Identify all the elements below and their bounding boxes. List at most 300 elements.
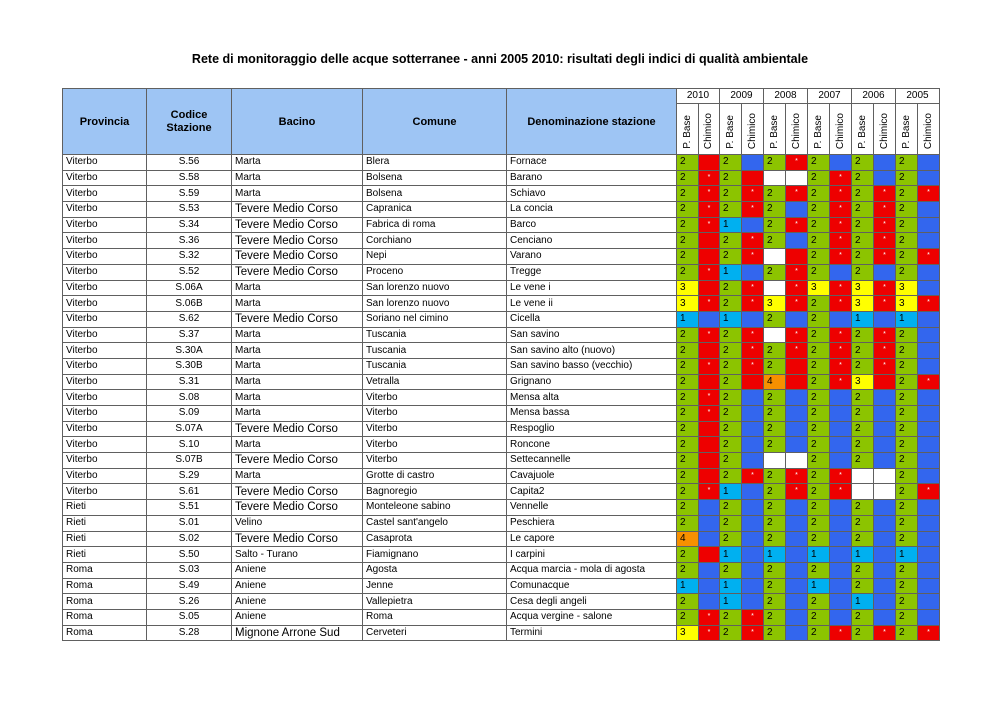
cell-chimico [918,437,940,453]
cell-comune: San lorenzo nuovo [363,296,507,312]
cell-bacino: Tevere Medio Corso [232,233,363,249]
cell-chimico [699,500,720,516]
cell-p-base: 2 [896,202,918,218]
cell-chimico [786,437,808,453]
cell-codice: S.09 [147,406,232,422]
cell-codice: S.08 [147,390,232,406]
cell-chimico: * [918,249,940,265]
cell-codice: S.32 [147,249,232,265]
cell-chimico [786,390,808,406]
cell-chimico: * [830,327,852,343]
cell-p-base: 2 [677,515,699,531]
cell-chimico [830,562,852,578]
cell-comune: Corchiano [363,233,507,249]
cell-p-base: 2 [764,390,786,406]
cell-provincia: Viterbo [63,374,147,390]
cell-provincia: Viterbo [63,311,147,327]
cell-chimico [918,515,940,531]
cell-p-base: 2 [896,358,918,374]
cell-p-base: 2 [677,343,699,359]
cell-bacino: Aniene [232,562,363,578]
cell-chimico: * [742,327,764,343]
cell-p-base: 3 [764,296,786,312]
cell-p-base: 2 [808,609,830,625]
cell-comune: Proceno [363,264,507,280]
cell-chimico: * [786,186,808,202]
cell-chimico [830,406,852,422]
cell-chimico [918,327,940,343]
cell-p-base: 2 [808,343,830,359]
cell-p-base [852,484,874,500]
cell-p-base: 2 [808,453,830,469]
header-p-base [852,104,874,155]
cell-chimico: * [699,625,720,641]
cell-denominazione: Mensa alta [507,390,677,406]
cell-p-base: 2 [808,406,830,422]
cell-p-base: 2 [896,468,918,484]
cell-provincia: Rieti [63,531,147,547]
cell-chimico [742,515,764,531]
cell-denominazione: Barco [507,217,677,233]
header-year: 2009 [720,89,764,104]
cell-chimico [874,155,896,171]
cell-provincia: Viterbo [63,484,147,500]
cell-comune: Casaprota [363,531,507,547]
cell-p-base: 2 [808,155,830,171]
table-row [63,562,940,578]
cell-p-base: 2 [808,594,830,610]
header-year: 2008 [764,89,808,104]
cell-p-base [764,453,786,469]
cell-provincia: Viterbo [63,155,147,171]
cell-denominazione: Schiavo [507,186,677,202]
cell-chimico [699,233,720,249]
cell-p-base: 2 [677,233,699,249]
cell-p-base: 2 [764,406,786,422]
cell-chimico: * [742,358,764,374]
cell-bacino: Marta [232,327,363,343]
cell-comune: Agosta [363,562,507,578]
header-year: 2005 [896,89,940,104]
cell-codice: S.31 [147,374,232,390]
cell-chimico [699,249,720,265]
header-chimico [874,104,896,155]
cell-p-base: 2 [677,453,699,469]
cell-comune: Bagnoregio [363,484,507,500]
cell-bacino: Tevere Medio Corso [232,484,363,500]
cell-p-base: 2 [852,202,874,218]
cell-chimico [874,437,896,453]
cell-p-base: 2 [720,625,742,641]
cell-chimico [742,406,764,422]
cell-bacino: Tevere Medio Corso [232,531,363,547]
cell-chimico: * [874,343,896,359]
cell-p-base: 2 [764,358,786,374]
cell-p-base: 2 [764,233,786,249]
cell-chimico [874,515,896,531]
cell-p-base: 3 [677,625,699,641]
cell-codice: S.28 [147,625,232,641]
cell-chimico [874,170,896,186]
cell-p-base: 2 [677,249,699,265]
cell-p-base: 2 [852,406,874,422]
cell-chimico: * [918,186,940,202]
cell-p-base: 2 [896,264,918,280]
cell-chimico: * [699,358,720,374]
cell-p-base: 2 [720,249,742,265]
cell-p-base [764,170,786,186]
cell-codice: S.36 [147,233,232,249]
cell-codice: S.07B [147,453,232,469]
table-row [63,406,940,422]
quality-table [62,88,940,641]
cell-p-base: 1 [852,594,874,610]
cell-p-base: 2 [720,202,742,218]
table-row [63,594,940,610]
cell-p-base: 2 [896,186,918,202]
cell-p-base: 2 [677,155,699,171]
header-p-base-label: P. Base [724,115,736,149]
cell-chimico: * [830,217,852,233]
table-row [63,625,940,641]
cell-chimico [699,468,720,484]
cell-p-base: 3 [852,296,874,312]
table-row [63,437,940,453]
cell-p-base: 1 [677,578,699,594]
cell-chimico: * [699,327,720,343]
cell-chimico: * [786,296,808,312]
header-chimico [918,104,940,155]
cell-p-base: 2 [808,358,830,374]
cell-codice: S.61 [147,484,232,500]
cell-codice: S.56 [147,155,232,171]
cell-p-base: 2 [896,531,918,547]
cell-p-base: 2 [720,500,742,516]
cell-chimico [786,311,808,327]
cell-denominazione: Cavajuole [507,468,677,484]
cell-chimico [742,578,764,594]
cell-chimico: * [742,249,764,265]
cell-chimico [918,343,940,359]
cell-chimico [918,453,940,469]
cell-chimico [786,249,808,265]
cell-comune: Capranica [363,202,507,218]
cell-chimico [699,280,720,296]
cell-denominazione: San savino [507,327,677,343]
cell-p-base: 2 [764,625,786,641]
cell-provincia: Viterbo [63,453,147,469]
cell-comune: Viterbo [363,453,507,469]
cell-bacino: Marta [232,186,363,202]
table-row [63,500,940,516]
cell-p-base: 2 [764,437,786,453]
header-p-base [896,104,918,155]
cell-comune: Fiamignano [363,547,507,563]
cell-provincia: Viterbo [63,358,147,374]
cell-p-base: 2 [852,249,874,265]
cell-p-base: 1 [720,547,742,563]
cell-codice: S.29 [147,468,232,484]
cell-p-base: 2 [808,202,830,218]
cell-chimico [742,562,764,578]
cell-p-base: 2 [852,578,874,594]
cell-p-base: 1 [808,547,830,563]
cell-p-base: 2 [852,437,874,453]
cell-p-base: 4 [764,374,786,390]
cell-chimico [830,311,852,327]
cell-p-base: 2 [677,500,699,516]
cell-p-base: 2 [720,374,742,390]
cell-bacino: Marta [232,406,363,422]
cell-chimico [918,500,940,516]
cell-denominazione: La concia [507,202,677,218]
cell-chimico [874,421,896,437]
cell-chimico [786,609,808,625]
cell-chimico: * [786,155,808,171]
header-p-base [677,104,699,155]
cell-p-base [764,249,786,265]
cell-codice: S.51 [147,500,232,516]
cell-chimico [874,594,896,610]
cell-p-base: 2 [720,390,742,406]
header-comune: Comune [363,89,507,155]
cell-comune: Tuscania [363,327,507,343]
cell-denominazione: Fornace [507,155,677,171]
table-row [63,609,940,625]
cell-chimico [786,578,808,594]
cell-chimico: * [830,186,852,202]
cell-p-base: 2 [896,437,918,453]
cell-chimico: * [786,217,808,233]
cell-provincia: Roma [63,625,147,641]
cell-p-base: 2 [677,421,699,437]
cell-p-base: 4 [677,531,699,547]
cell-chimico: * [742,202,764,218]
cell-chimico [699,155,720,171]
cell-p-base: 2 [764,578,786,594]
cell-p-base: 2 [808,233,830,249]
cell-chimico [830,594,852,610]
cell-codice: S.07A [147,421,232,437]
header-chimico [786,104,808,155]
cell-p-base: 2 [896,155,918,171]
cell-denominazione: Roncone [507,437,677,453]
cell-chimico [874,468,896,484]
cell-codice: S.10 [147,437,232,453]
cell-chimico [830,531,852,547]
header-bacino: Bacino [232,89,363,155]
cell-comune: Viterbo [363,421,507,437]
cell-comune: Grotte di castro [363,468,507,484]
cell-p-base: 2 [808,327,830,343]
cell-p-base: 2 [764,421,786,437]
cell-p-base: 2 [808,562,830,578]
cell-chimico: * [830,358,852,374]
cell-chimico [918,578,940,594]
cell-p-base: 3 [852,374,874,390]
cell-provincia: Viterbo [63,468,147,484]
cell-chimico: * [918,296,940,312]
cell-provincia: Viterbo [63,390,147,406]
cell-provincia: Viterbo [63,406,147,422]
cell-p-base: 1 [896,311,918,327]
cell-p-base: 2 [896,625,918,641]
cell-p-base [852,468,874,484]
cell-provincia: Viterbo [63,264,147,280]
cell-chimico: * [830,343,852,359]
cell-chimico [918,155,940,171]
cell-p-base [764,327,786,343]
cell-chimico: * [699,217,720,233]
cell-chimico [874,453,896,469]
cell-p-base: 2 [896,484,918,500]
cell-bacino: Marta [232,296,363,312]
cell-p-base: 2 [764,343,786,359]
cell-chimico [699,594,720,610]
cell-p-base: 2 [896,374,918,390]
cell-p-base: 2 [677,562,699,578]
cell-p-base: 2 [896,390,918,406]
table-row [63,217,940,233]
cell-p-base: 1 [720,311,742,327]
cell-p-base: 2 [808,186,830,202]
cell-p-base: 2 [720,296,742,312]
cell-p-base: 2 [764,217,786,233]
cell-chimico [699,374,720,390]
cell-chimico: * [874,625,896,641]
cell-chimico [830,547,852,563]
cell-chimico [874,311,896,327]
cell-p-base: 2 [896,515,918,531]
cell-p-base: 2 [720,186,742,202]
cell-chimico [699,437,720,453]
cell-p-base: 2 [677,484,699,500]
cell-chimico: * [874,202,896,218]
cell-p-base: 2 [764,484,786,500]
cell-p-base: 2 [720,515,742,531]
cell-p-base: 3 [852,280,874,296]
cell-codice: S.50 [147,547,232,563]
cell-p-base: 2 [808,515,830,531]
cell-bacino: Tevere Medio Corso [232,202,363,218]
cell-provincia: Roma [63,578,147,594]
cell-bacino: Marta [232,437,363,453]
table-row [63,358,940,374]
cell-p-base: 2 [896,500,918,516]
cell-provincia: Viterbo [63,217,147,233]
cell-bacino: Velino [232,515,363,531]
cell-comune: Jenne [363,578,507,594]
cell-chimico: * [699,406,720,422]
header-chimico-label: Chimico [878,112,890,149]
cell-p-base: 2 [764,562,786,578]
cell-comune: Nepi [363,249,507,265]
cell-chimico: * [742,280,764,296]
cell-denominazione: Varano [507,249,677,265]
cell-p-base: 2 [808,484,830,500]
cell-denominazione: Comunacque [507,578,677,594]
cell-p-base: 2 [677,437,699,453]
cell-p-base: 2 [720,562,742,578]
table-body [63,155,940,641]
cell-codice: S.03 [147,562,232,578]
cell-comune: Cerveteri [363,625,507,641]
cell-chimico: * [699,484,720,500]
cell-p-base: 2 [720,280,742,296]
cell-chimico [918,358,940,374]
cell-provincia: Viterbo [63,343,147,359]
cell-comune: Blera [363,155,507,171]
header-chimico-label: Chimico [834,112,846,149]
table-row [63,421,940,437]
header-provincia: Provincia [63,89,147,155]
cell-bacino: Marta [232,468,363,484]
cell-chimico [786,594,808,610]
table-row [63,249,940,265]
header-chimico-label: Chimico [703,112,714,149]
cell-codice: S.02 [147,531,232,547]
cell-chimico [786,406,808,422]
cell-chimico [786,233,808,249]
cell-denominazione: Cicella [507,311,677,327]
cell-codice: S.58 [147,170,232,186]
cell-chimico: * [699,202,720,218]
cell-bacino: Aniene [232,594,363,610]
cell-provincia: Viterbo [63,249,147,265]
cell-p-base: 2 [852,531,874,547]
cell-p-base: 2 [677,594,699,610]
cell-p-base: 2 [808,374,830,390]
cell-p-base: 2 [720,437,742,453]
cell-chimico [742,500,764,516]
cell-p-base: 2 [808,468,830,484]
cell-p-base: 2 [808,390,830,406]
cell-p-base: 2 [852,343,874,359]
cell-p-base: 2 [720,421,742,437]
cell-p-base: 2 [852,500,874,516]
cell-comune: Viterbo [363,406,507,422]
cell-chimico: * [874,327,896,343]
cell-chimico: * [699,170,720,186]
cell-codice: S.30B [147,358,232,374]
cell-chimico [786,202,808,218]
cell-chimico [918,390,940,406]
cell-bacino: Mignone Arrone Sud [232,625,363,641]
cell-p-base: 2 [720,531,742,547]
cell-chimico [742,594,764,610]
cell-chimico [918,264,940,280]
cell-chimico [786,374,808,390]
cell-chimico [699,547,720,563]
cell-chimico [874,264,896,280]
cell-p-base: 2 [896,578,918,594]
table-row [63,484,940,500]
cell-chimico [742,374,764,390]
cell-chimico: * [830,484,852,500]
cell-p-base: 2 [896,170,918,186]
header-p-base-label: P. Base [681,115,693,149]
cell-p-base: 2 [764,186,786,202]
header-chimico-label: Chimico [746,112,758,149]
cell-p-base: 2 [720,233,742,249]
cell-chimico: * [786,280,808,296]
header-year: 2007 [808,89,852,104]
cell-chimico: * [742,343,764,359]
cell-denominazione: Le capore [507,531,677,547]
cell-chimico: * [830,249,852,265]
cell-p-base: 2 [677,358,699,374]
cell-chimico [742,484,764,500]
